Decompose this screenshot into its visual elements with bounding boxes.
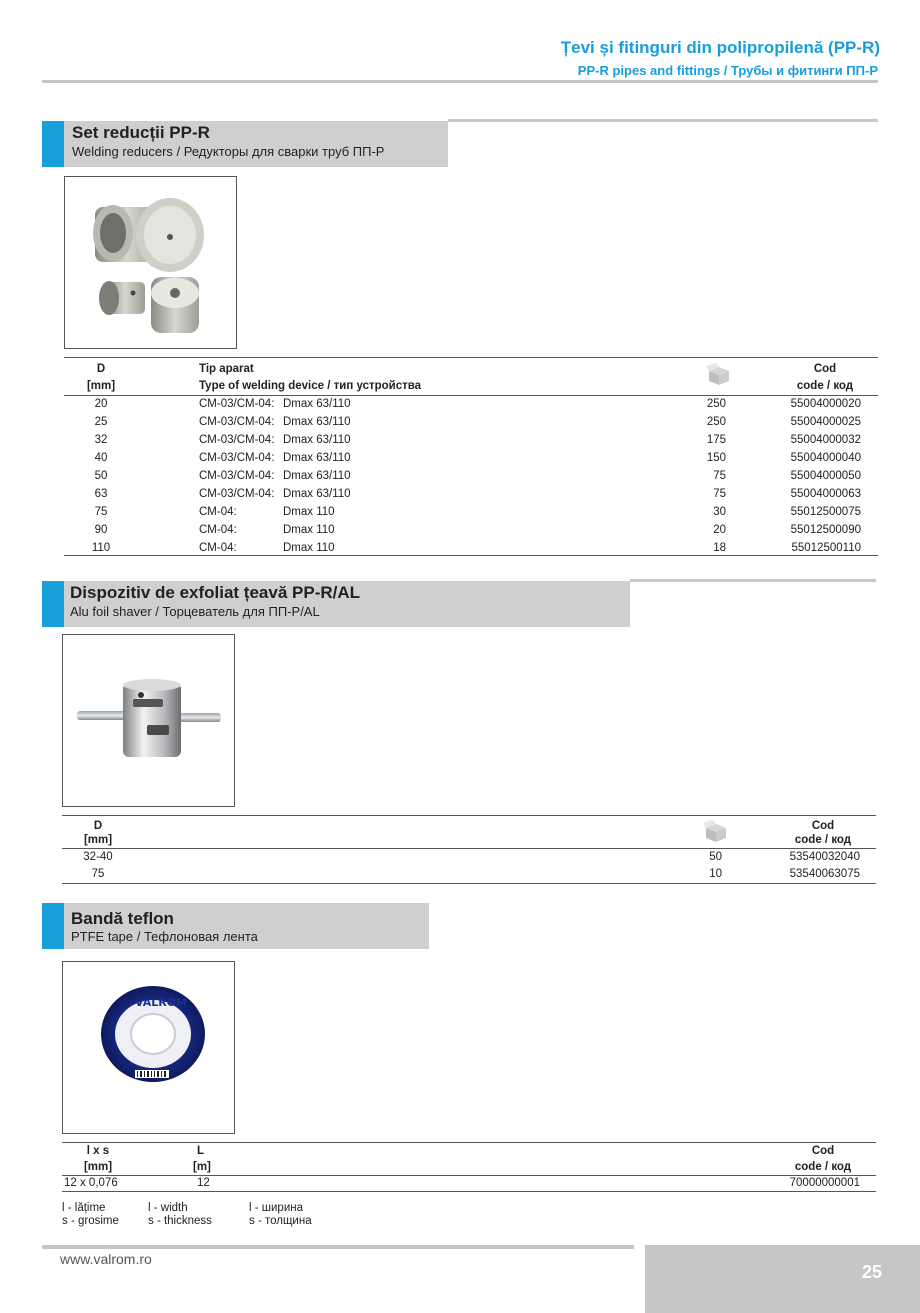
cell-device: CM-04:	[199, 524, 237, 536]
cell-d: 90	[94, 524, 108, 536]
header-divider	[42, 80, 878, 83]
table-row	[64, 416, 878, 434]
table-row	[64, 398, 878, 416]
col-header-d-unit: [mm]	[86, 380, 116, 392]
section-divider	[448, 119, 878, 122]
col-header-device: Tip aparat	[199, 363, 254, 375]
section-title: Set reducții PP-R	[72, 123, 210, 142]
section-accent	[42, 903, 64, 949]
cell-code: 55004000063	[790, 488, 861, 500]
cell-d: 32	[94, 434, 108, 446]
table-bottom-rule	[64, 555, 878, 556]
cell-code: 55004000025	[790, 416, 861, 428]
cell-code: 55004000040	[790, 452, 861, 464]
page-header-title: Țevi și fitinguri din polipropilenă (PP-R)	[560, 38, 880, 57]
section-subtitle: Alu foil shaver / Торцеватель для ПП-Р/AL	[70, 604, 320, 619]
cell-d: 75	[91, 868, 105, 880]
box-quantity-icon	[703, 820, 729, 849]
legend-item: s - thickness	[148, 1215, 212, 1227]
col-header-code-sub: code / код	[796, 380, 854, 392]
cell-device: CM-03/CM-04:	[199, 470, 275, 482]
cell-dmax: Dmax 63/110	[283, 398, 351, 410]
table-bottom-rule	[62, 883, 876, 884]
cell-qty: 175	[706, 434, 726, 446]
table-top-rule	[62, 1142, 876, 1143]
section-header-alu-foil-shaver	[42, 581, 630, 627]
table-row	[64, 506, 878, 524]
product-image-ptfe-tape	[62, 961, 235, 1134]
cell-length: 12	[197, 1177, 210, 1189]
col-header-code: Cod	[813, 363, 837, 375]
cell-qty: 18	[713, 542, 726, 554]
cell-device: CM-04:	[199, 542, 237, 554]
cell-code: 70000000001	[789, 1177, 860, 1189]
table-row	[62, 1177, 876, 1191]
section-title: Dispozitiv de exfoliat țeavă PP-R/AL	[70, 583, 361, 602]
table-row	[64, 524, 878, 542]
table-header-rule	[62, 1175, 876, 1176]
col-header-device-sub: Type of welding device / тип устройства	[199, 380, 422, 392]
table-row	[64, 452, 878, 470]
section-header-welding-reducers	[42, 121, 448, 167]
table-row	[64, 488, 878, 506]
col-header-d: D	[96, 363, 106, 375]
col-header-d-unit: [mm]	[83, 834, 113, 846]
col-header-code-sub: code / код	[794, 1161, 852, 1173]
page-header-subtitle: PP-R pipes and fittings / Трубы и фитинги ПП-Р	[577, 63, 878, 78]
table-top-rule	[64, 357, 878, 358]
cell-d: 75	[94, 506, 108, 518]
section-title: Bandă teflon	[71, 909, 174, 928]
section-divider	[630, 579, 876, 582]
welding-reducers-illustration	[65, 177, 236, 348]
cell-qty: 250	[706, 398, 726, 410]
table-row	[62, 851, 876, 868]
cell-device: CM-03/CM-04:	[199, 488, 275, 500]
cell-dmax: Dmax 63/110	[283, 452, 351, 464]
legend-item: l - ширина	[249, 1202, 303, 1214]
cell-qty: 50	[709, 851, 722, 863]
cell-code: 55012500075	[790, 506, 861, 518]
cell-code: 55004000050	[790, 470, 861, 482]
cell-qty: 20	[713, 524, 726, 536]
table-bottom-rule	[62, 1191, 876, 1192]
cell-dmax: Dmax 63/110	[283, 434, 351, 446]
cell-code: 53540032040	[789, 851, 860, 863]
table-header-rule	[64, 395, 878, 396]
tape-brand-label: VALROM	[135, 996, 188, 1009]
table-top-rule	[62, 815, 876, 816]
col-header-ls-unit: [mm]	[83, 1161, 113, 1173]
product-image-welding-reducers	[64, 176, 237, 349]
cell-dmax: Dmax 110	[283, 542, 335, 554]
cell-qty: 30	[713, 506, 726, 518]
cell-qty: 75	[713, 470, 726, 482]
cell-d: 40	[94, 452, 108, 464]
cell-dmax: Dmax 63/110	[283, 416, 351, 428]
cell-ls: 12 x 0,076	[64, 1177, 118, 1189]
col-header-length: L	[197, 1145, 205, 1157]
legend-item: s - толщина	[249, 1215, 312, 1227]
table-row	[64, 542, 878, 560]
col-header-code-sub: code / код	[794, 834, 852, 846]
cell-device: CM-03/CM-04:	[199, 452, 275, 464]
product-image-alu-foil-shaver	[62, 634, 235, 807]
cell-dmax: Dmax 110	[283, 524, 335, 536]
ptfe-tape-illustration	[63, 962, 234, 1133]
footer-divider	[42, 1245, 634, 1249]
cell-code: 55012500110	[791, 542, 861, 554]
cell-qty: 10	[709, 868, 722, 880]
cell-device: CM-04:	[199, 506, 237, 518]
cell-device: CM-03/CM-04:	[199, 398, 275, 410]
cell-d: 63	[94, 488, 108, 500]
cell-device: CM-03/CM-04:	[199, 416, 275, 428]
table-header-rule	[62, 848, 876, 849]
cell-d: 50	[94, 470, 108, 482]
box-quantity-icon	[706, 363, 732, 392]
cell-dmax: Dmax 63/110	[283, 470, 351, 482]
table-row	[64, 434, 878, 452]
cell-qty: 150	[706, 452, 726, 464]
section-accent	[42, 581, 64, 627]
col-header-length-unit: [m]	[193, 1161, 211, 1173]
legend-item: s - grosime	[62, 1215, 119, 1227]
legend-item: l - width	[148, 1202, 188, 1214]
cell-qty: 250	[706, 416, 726, 428]
col-header-code: Cod	[811, 820, 835, 832]
cell-code: 53540063075	[789, 868, 860, 880]
cell-device: CM-03/CM-04:	[199, 434, 275, 446]
cell-qty: 75	[713, 488, 726, 500]
page-number: 25	[861, 1262, 882, 1282]
cell-d: 25	[94, 416, 108, 428]
cell-code: 55012500090	[790, 524, 861, 536]
section-subtitle: Welding reducers / Редукторы для сварки труб ПП-Р	[72, 144, 385, 159]
col-header-ls: l x s	[86, 1145, 110, 1157]
cell-d: 20	[94, 398, 108, 410]
footer-website-link[interactable]: www.valrom.ro	[60, 1251, 152, 1267]
cell-code: 55004000032	[790, 434, 861, 446]
cell-d: 110	[91, 542, 111, 554]
col-header-d: D	[93, 820, 103, 832]
col-header-code: Cod	[811, 1145, 835, 1157]
cell-dmax: Dmax 63/110	[283, 488, 351, 500]
cell-code: 55004000020	[790, 398, 861, 410]
shaver-illustration	[63, 635, 234, 806]
section-accent	[42, 121, 64, 167]
legend-item: l - lățime	[62, 1202, 106, 1214]
table-row	[64, 470, 878, 488]
cell-dmax: Dmax 110	[283, 506, 335, 518]
cell-d: 32-40	[83, 851, 113, 863]
section-subtitle: PTFE tape / Тефлоновая лента	[71, 929, 258, 944]
section-header-ptfe-tape	[42, 903, 429, 949]
